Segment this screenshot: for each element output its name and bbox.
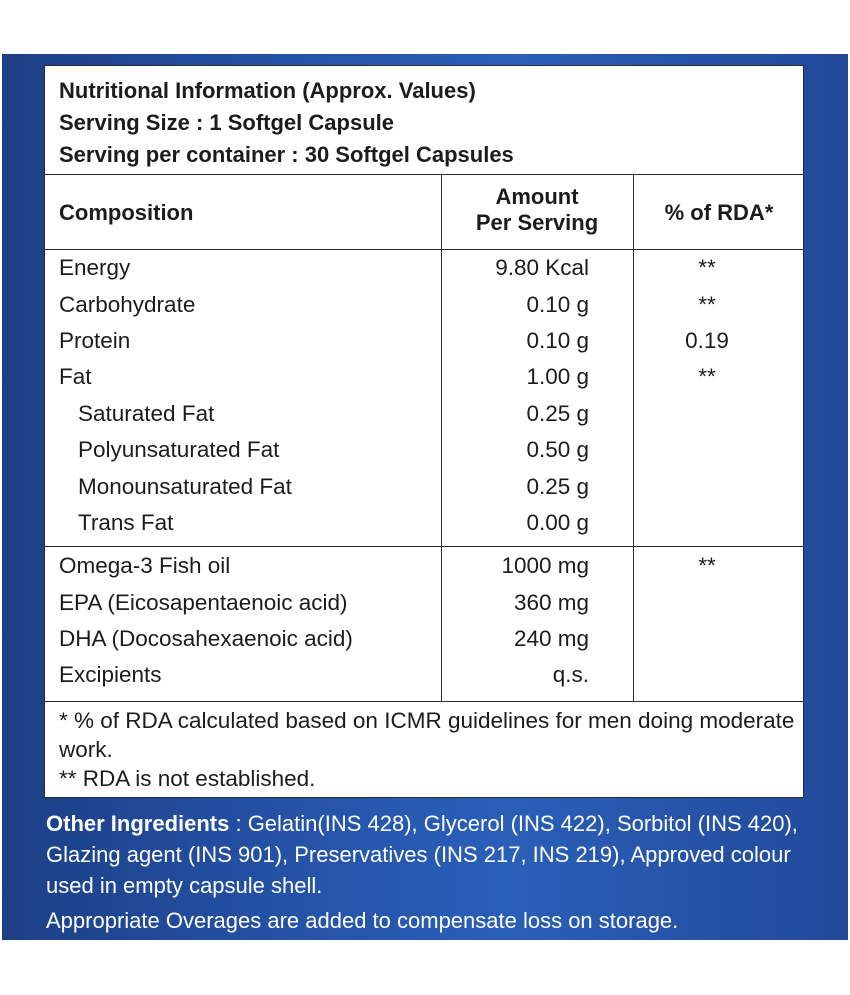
serving-size: Serving Size : 1 Softgel Capsule — [59, 110, 394, 135]
col-header-composition: Composition — [59, 200, 194, 225]
footnote-rda-basis: * % of RDA calculated based on ICMR guidelines for men doing moderate work. — [59, 708, 795, 762]
row-name: Protein — [59, 328, 131, 353]
row-amount: 360 mg — [513, 590, 589, 615]
row-rda: ** — [698, 292, 716, 317]
row-rda: ** — [698, 553, 716, 578]
row-name: Polyunsaturated Fat — [78, 437, 280, 462]
servings-per-container: Serving per container : 30 Softgel Capsules — [59, 142, 514, 167]
row-amount: 0.10 g — [526, 328, 589, 353]
row-name: Energy — [59, 255, 131, 280]
row-name: Fat — [59, 364, 92, 389]
row-divider — [45, 249, 803, 250]
row-name: DHA (Docosahexaenoic acid) — [59, 626, 353, 651]
table-header — [45, 66, 803, 175]
row-rda: ** — [698, 364, 716, 389]
col-header-amount-line2: Per Serving — [475, 210, 599, 235]
nutrition-table — [44, 65, 804, 798]
row-amount: 1000 mg — [501, 553, 589, 578]
row-divider — [45, 546, 803, 547]
row-name: Trans Fat — [78, 510, 174, 535]
row-amount: 240 mg — [513, 626, 589, 651]
row-rda: 0.19 — [685, 328, 729, 353]
column-divider — [441, 175, 442, 702]
row-divider — [45, 701, 803, 702]
col-header-amount — [441, 184, 633, 236]
column-divider — [633, 175, 634, 702]
row-amount: 0.50 g — [526, 437, 589, 462]
row-amount: 1.00 g — [526, 364, 589, 389]
row-amount: 0.10 g — [526, 292, 589, 317]
footnotes — [59, 706, 799, 793]
overages-note: Appropriate Overages are added to compensate loss on storage. — [46, 908, 679, 933]
row-amount: 9.80 Kcal — [495, 255, 589, 280]
row-rda: ** — [698, 255, 716, 280]
row-name: Monounsaturated Fat — [78, 474, 292, 499]
row-amount: q.s. — [552, 662, 589, 687]
row-amount: 0.00 g — [526, 510, 589, 535]
other-ingredients-text: : Gelatin(INS 428), Glycerol (INS 422), Sorbitol (INS 420), Glazing agent (INS 901), Preservatives (INS 217, INS 219), Approved colour used in empty capsule shell. — [46, 811, 798, 898]
footnote-rda-not-established: ** RDA is not established. — [59, 766, 316, 791]
col-header-amount-line1: Amount — [495, 184, 579, 209]
other-ingredients — [46, 808, 816, 901]
row-name: Carbohydrate — [59, 292, 196, 317]
col-header-rda: % of RDA* — [664, 200, 774, 225]
row-amount: 0.25 g — [526, 474, 589, 499]
row-amount: 0.25 g — [526, 401, 589, 426]
row-name: Omega-3 Fish oil — [59, 553, 231, 578]
ingredients-section — [46, 808, 816, 936]
other-ingredients-label: Other Ingredients — [46, 811, 230, 836]
row-name: Excipients — [59, 662, 162, 687]
row-name: EPA (Eicosapentaenoic acid) — [59, 590, 348, 615]
header-title: Nutritional Information (Approx. Values) — [59, 78, 476, 103]
row-name: Saturated Fat — [78, 401, 215, 426]
